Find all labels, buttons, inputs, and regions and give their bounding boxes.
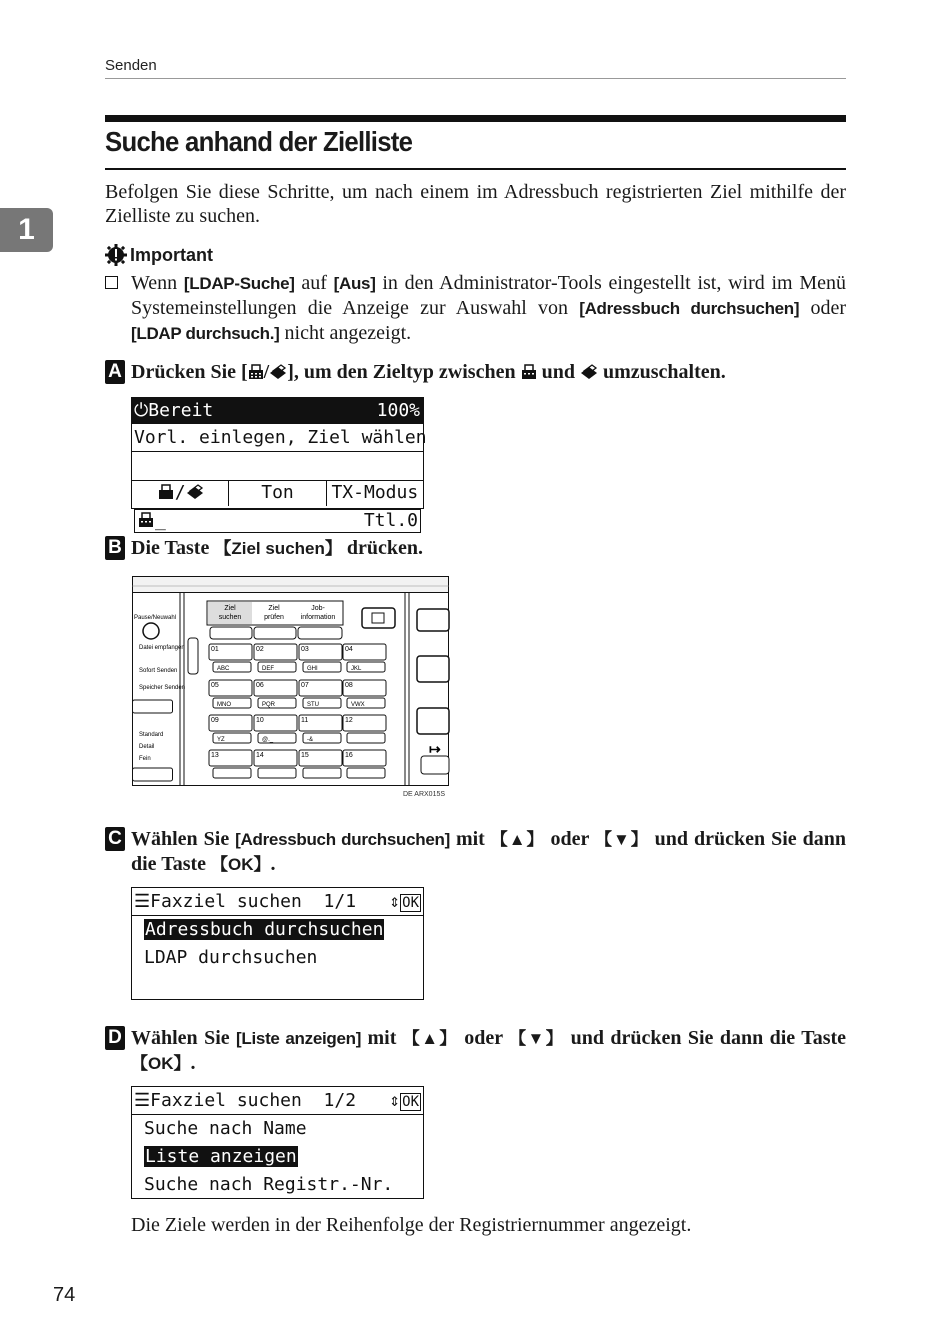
step-3: C Wählen Sie [Adressbuch durchsuchen] mit 【▲】 oder 【▼】 und drücken Sie dann die Taste 【OK】. bbox=[105, 827, 846, 877]
letter-key-label: DEF bbox=[262, 666, 274, 672]
header-rule bbox=[105, 78, 846, 79]
panel-left-key[interactable] bbox=[133, 700, 173, 713]
memory-percent: 100% bbox=[376, 400, 420, 421]
svg-text:suchen: suchen bbox=[218, 614, 242, 621]
title-bar bbox=[105, 115, 846, 122]
updown-icon: ⇕ bbox=[389, 891, 401, 912]
step-2: B Die Taste 【Ziel suchen】 drücken. bbox=[105, 536, 846, 561]
scanner-mode-key[interactable] bbox=[421, 756, 449, 774]
one-touch-key-number: 11 bbox=[301, 717, 309, 724]
svg-text:Sofort Senden: Sofort Senden bbox=[139, 668, 178, 674]
lcd-ready-screen bbox=[131, 397, 427, 531]
step-1: A Drücken Sie [ / ], um den Zieltyp zwischen und umzuschalten. bbox=[105, 360, 846, 384]
lcd-softkey-row bbox=[132, 480, 423, 506]
menu-item-ldap[interactable]: LDAP durchsuchen bbox=[144, 947, 318, 968]
letter-key-label: -& bbox=[307, 737, 313, 743]
important-note: Wenn [LDAP-Suche] auf [Aus] in den Administrator-Tools eingestellt ist, wird im Menü Systemeinstellungen die Anzeige zur Auswahl von [Adressbuch durchsuchen] oder [LDAP durchsuch.] nicht angezeigt. bbox=[105, 271, 846, 346]
list-icon: ☰ bbox=[134, 891, 151, 912]
key-adressbuch-durchsuchen: [Adressbuch durchsuchen] bbox=[235, 830, 450, 849]
running-head: Senden bbox=[105, 57, 157, 74]
one-touch-key-number: 13 bbox=[211, 752, 219, 759]
letter-key-label: VWX bbox=[351, 702, 365, 708]
one-touch-key-number: 04 bbox=[345, 646, 353, 653]
svg-text:prüfen: prüfen bbox=[264, 614, 284, 621]
ok-key-icon[interactable]: OK bbox=[402, 895, 419, 911]
tab-ziel-pruefen: Ziel bbox=[268, 605, 280, 612]
menu-item-liste-anzeigen[interactable]: Liste anzeigen bbox=[145, 1146, 297, 1167]
closing-paragraph: Die Ziele werden in der Reihenfolge der Registriernummer angezeigt. bbox=[131, 1214, 692, 1236]
one-touch-key-number: 02 bbox=[256, 646, 264, 653]
pause-redial-key[interactable] bbox=[143, 623, 159, 639]
key-liste-anzeigen: [Liste anzeigen] bbox=[236, 1029, 362, 1048]
one-touch-key-number: 09 bbox=[211, 717, 219, 724]
title-rule bbox=[105, 168, 846, 170]
important-icon bbox=[105, 244, 127, 266]
letter-key[interactable] bbox=[347, 733, 385, 743]
key-ok: 【OK】 bbox=[211, 855, 271, 874]
menu-item-adressbuch[interactable]: Adressbuch durchsuchen bbox=[145, 919, 384, 940]
chapter-tab: 1 bbox=[0, 208, 53, 252]
one-touch-key-number: 07 bbox=[301, 682, 309, 689]
letter-key-label: GHI bbox=[307, 666, 318, 672]
fax-icon bbox=[521, 364, 537, 380]
lcd-search-menu-2 bbox=[131, 1086, 424, 1199]
lcd-instruction-row: Vorl. einlegen, Ziel wählen bbox=[132, 424, 423, 452]
key-down: 【▼】 bbox=[509, 1029, 565, 1048]
one-touch-key-number: 06 bbox=[256, 682, 264, 689]
lcd-title: Faxziel suchen bbox=[150, 891, 302, 912]
svg-text:Standard: Standard bbox=[139, 732, 164, 738]
step-number: A bbox=[105, 360, 125, 384]
letter-key-label: ABC bbox=[217, 666, 230, 672]
lcd-search-menu-1 bbox=[131, 887, 424, 1000]
lcd-page: 1/2 bbox=[323, 1090, 357, 1111]
one-touch-key-number: 16 bbox=[345, 752, 353, 759]
destination-entry-field[interactable]: _ Ttl.0 bbox=[134, 509, 421, 533]
ziel-suchen-key[interactable] bbox=[210, 627, 252, 639]
one-touch-key-number: 15 bbox=[301, 752, 309, 759]
key-adressbuch-durchsuchen: [Adressbuch durchsuchen] bbox=[579, 299, 800, 318]
letter-key-label: PQR bbox=[262, 702, 276, 708]
key-ldap-durchsuch: [LDAP durchsuch.] bbox=[131, 324, 280, 343]
key-ldap-suche: [LDAP-Suche] bbox=[183, 274, 295, 293]
letter-key[interactable] bbox=[347, 768, 385, 778]
fax-icon bbox=[157, 484, 175, 500]
letter-key-label: MNO bbox=[217, 702, 231, 708]
total-count: Ttl.0 bbox=[363, 510, 418, 531]
letter-key[interactable] bbox=[303, 768, 341, 778]
arrow-icon: ↦ bbox=[429, 741, 441, 757]
one-touch-key-number: 01 bbox=[211, 646, 219, 653]
important-heading bbox=[105, 244, 213, 266]
one-touch-key-number: 05 bbox=[211, 682, 219, 689]
printer-mode-key[interactable] bbox=[417, 708, 449, 734]
letter-key[interactable] bbox=[258, 768, 296, 778]
svg-text:Fein: Fein bbox=[139, 756, 151, 762]
lcd-title: Faxziel suchen bbox=[150, 1090, 302, 1111]
key-ok: 【OK】 bbox=[131, 1054, 191, 1073]
svg-text:Datei empfangen: Datei empfangen bbox=[139, 645, 185, 651]
copy-mode-key[interactable] bbox=[417, 609, 449, 631]
ok-key-icon[interactable]: OK bbox=[402, 1094, 419, 1110]
step-number: C bbox=[105, 827, 125, 851]
key-up: 【▲】 bbox=[402, 1029, 458, 1048]
key-ziel-suchen: 【Ziel suchen】 bbox=[214, 539, 342, 558]
figure-caption: DE ARX015S bbox=[403, 791, 446, 798]
lcd-status-row: ⏻Bereit 100% bbox=[132, 398, 423, 424]
list-icon: ☰ bbox=[134, 1090, 151, 1111]
power-icon: ⏻ bbox=[134, 400, 149, 421]
tx-modus-button[interactable]: TX-Modus bbox=[326, 481, 423, 506]
key-down: 【▼】 bbox=[594, 830, 649, 849]
svg-text:Detail: Detail bbox=[139, 744, 155, 750]
control-panel-illustration bbox=[132, 576, 449, 786]
email-icon bbox=[269, 364, 287, 380]
one-touch-key-number: 10 bbox=[256, 717, 264, 724]
email-icon bbox=[186, 484, 204, 500]
fax-icon bbox=[137, 512, 155, 528]
tab-ziel-suchen: Ziel bbox=[224, 605, 236, 612]
key-up: 【▲】 bbox=[490, 830, 545, 849]
letter-key-label: @._ bbox=[262, 737, 274, 743]
fax-icon bbox=[248, 364, 264, 380]
fax-mode-key[interactable] bbox=[417, 656, 449, 682]
tab-job-information: Job- bbox=[311, 605, 325, 612]
svg-text:information: information bbox=[300, 614, 336, 621]
key-aus: [Aus] bbox=[333, 274, 376, 293]
panel-function-key[interactable] bbox=[362, 608, 395, 628]
svg-text:Speicher Senden: Speicher Senden bbox=[139, 685, 186, 691]
panel-label-pause: Pause/Neuwahl bbox=[134, 615, 177, 621]
letter-key-label: YZ bbox=[217, 737, 225, 743]
ton-button[interactable]: Ton bbox=[228, 481, 325, 506]
step-4: D Wählen Sie [Liste anzeigen] mit 【▲】 oder 【▼】 und drücken Sie dann die Taste 【OK】. bbox=[105, 1026, 846, 1076]
updown-icon: ⇕ bbox=[389, 1090, 401, 1111]
menu-item-suche-nr[interactable]: Suche nach Registr.-Nr. bbox=[144, 1174, 394, 1195]
fax-email-toggle-button[interactable]: / bbox=[132, 481, 228, 506]
menu-item-suche-name[interactable]: Suche nach Name bbox=[144, 1118, 307, 1139]
job-information-key[interactable] bbox=[298, 627, 342, 639]
one-touch-key-number: 12 bbox=[345, 717, 353, 724]
ziel-pruefen-key[interactable] bbox=[254, 627, 296, 639]
checkbox-bullet-icon bbox=[105, 276, 118, 289]
important-label: Important bbox=[130, 244, 213, 265]
page-number: 74 bbox=[53, 1284, 76, 1306]
page-title: Suche anhand der Zielliste bbox=[105, 126, 413, 157]
letter-key-label: STU bbox=[307, 702, 319, 708]
step-number: B bbox=[105, 536, 125, 560]
lcd-page: 1/1 bbox=[323, 891, 357, 912]
one-touch-key-number: 14 bbox=[256, 752, 264, 759]
one-touch-key-number: 08 bbox=[345, 682, 353, 689]
letter-key[interactable] bbox=[213, 768, 251, 778]
panel-left-key[interactable] bbox=[133, 768, 173, 781]
letter-key-label: JKL bbox=[351, 666, 362, 672]
email-icon bbox=[580, 364, 598, 380]
step-number: D bbox=[105, 1026, 125, 1050]
one-touch-key-number: 03 bbox=[301, 646, 309, 653]
intro-paragraph: Befolgen Sie diese Schritte, um nach einem im Adressbuch registrierten Ziel mithilfe der Zielliste zu suchen. bbox=[105, 181, 846, 227]
